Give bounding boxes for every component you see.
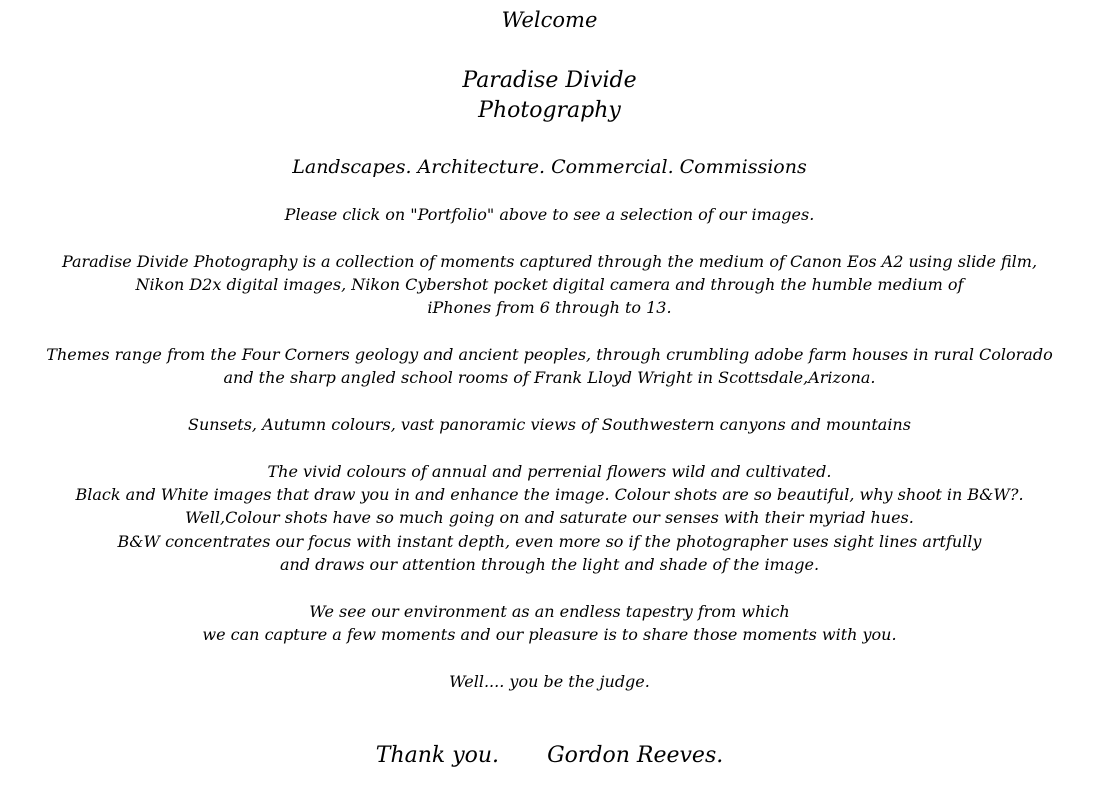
paragraph-line: Themes range from the Four Corners geology and ancient peoples, through crumbling adobe farm houses in rural Colorado xyxy=(46,345,1053,364)
paragraph-line: Sunsets, Autumn colours, vast panoramic views of Southwestern canyons and mountains xyxy=(188,415,911,434)
site-title-line-1: Paradise Divide xyxy=(462,68,637,93)
thank-you-text: Thank you. xyxy=(375,743,500,768)
paragraph-line: Well.... you be the judge. xyxy=(449,672,650,691)
closing-signature xyxy=(0,745,1099,767)
site-title-line-2: Photography xyxy=(478,98,621,123)
paragraph-line: iPhones from 6 through to 13. xyxy=(427,298,672,317)
paragraph-line: and the sharp angled school rooms of Frank Lloyd Wright in Scottsdale,Arizona. xyxy=(223,368,876,387)
author-signature: Gordon Reeves. xyxy=(547,743,724,768)
portfolio-hint: Please click on "Portfolio" above to see a selection of our images. xyxy=(284,205,815,224)
paragraph-line: We see our environment as an endless tapestry from which xyxy=(309,602,790,621)
paragraph-line: Black and White images that draw you in and enhance the image. Colour shots are so beautiful, why shoot in B&W?. xyxy=(75,485,1024,504)
paragraph-line: and draws our attention through the light and shade of the image. xyxy=(279,555,820,574)
tagline: Landscapes. Architecture. Commercial. Commissions xyxy=(292,156,807,178)
paragraph-line: Well,Colour shots have so much going on and saturate our senses with their myriad hues. xyxy=(185,508,914,527)
paragraph-line: Paradise Divide Photography is a collection of moments captured through the medium of Canon Eos A2 using slide film, xyxy=(61,252,1038,271)
paragraph-line: B&W concentrates our focus with instant depth, even more so if the photographer uses sight lines artfully xyxy=(117,532,982,551)
paragraph-line: we can capture a few moments and our pleasure is to share those moments with you. xyxy=(202,625,897,644)
welcome-heading: Welcome xyxy=(501,8,598,32)
paragraph-line: Nikon D2x digital images, Nikon Cybershot pocket digital camera and through the humble medium of xyxy=(135,275,964,294)
paragraph-line: The vivid colours of annual and perrenial flowers wild and cultivated. xyxy=(267,462,832,481)
